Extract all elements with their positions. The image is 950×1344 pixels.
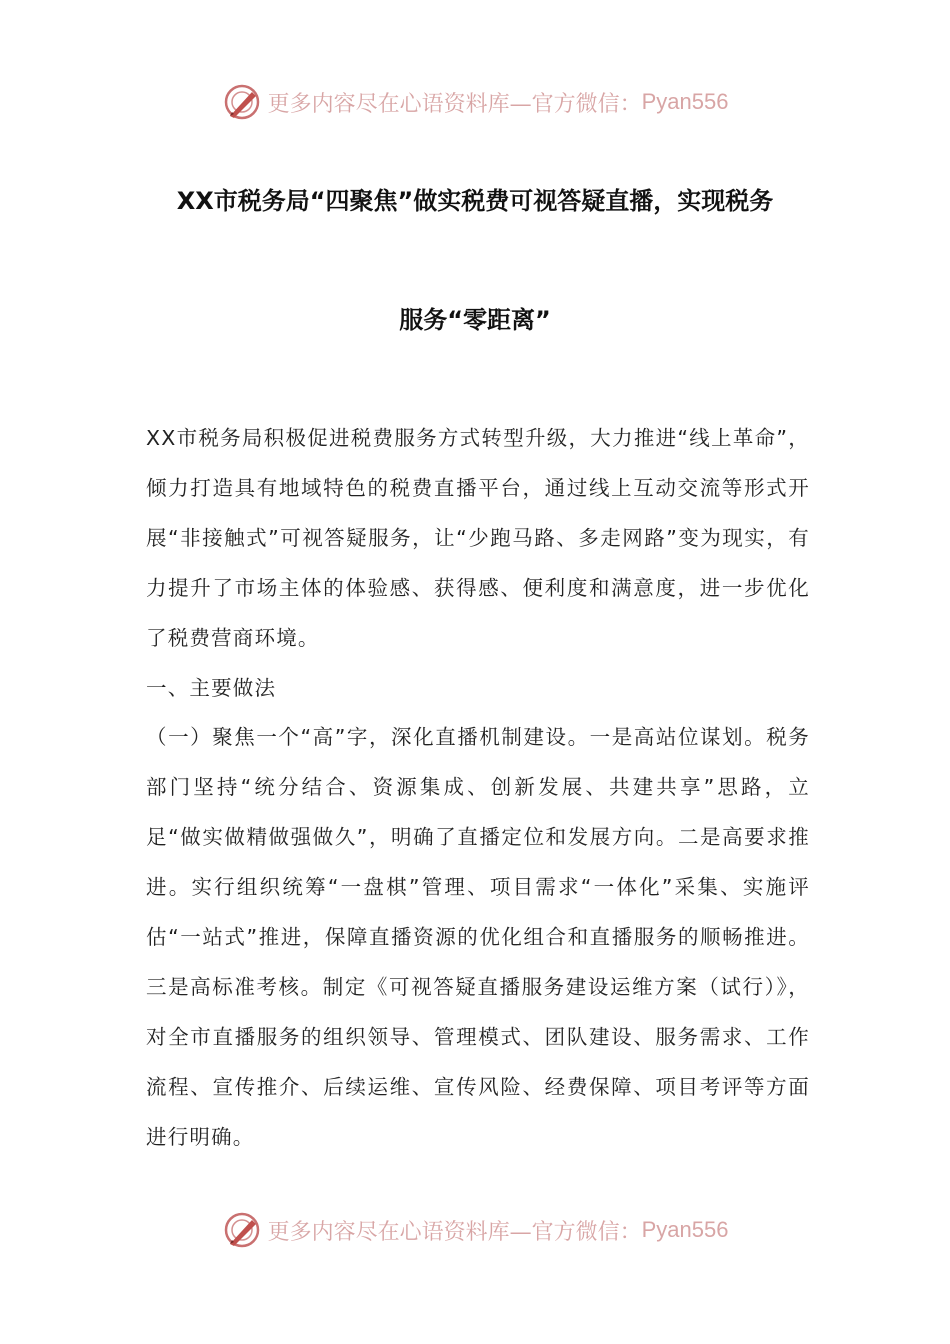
pen-logo-icon: [222, 1210, 262, 1250]
paragraph-intro: XX市税务局积极促进税费服务方式转型升级，大力推进“线上革命”，倾力打造具有地域特色的税费直播平台，通过线上互动交流等形式开展“非接触式”可视答疑服务，让“少跑马路、多走网路”变为现实，有力提升了市场主体的体验感、获得感、便利度和满意度，进一步优化了税费营商环境。: [146, 426, 810, 650]
watermark-text: 更多内容尽在心语资料库—官方微信：: [267, 1219, 642, 1245]
document-title-line-1: XX市税务局“四聚焦”做实税费可视答疑直播，实现税务: [176, 187, 774, 215]
watermark-text: 更多内容尽在心语资料库—官方微信：: [267, 91, 642, 117]
paragraph-section-1: （一）聚焦一个“高”字，深化直播机制建设。一是高站位谋划。税务部门坚持“统分结合、资源集成、创新发展、共建共享”思路，立足“做实做精做强做久”，明确了直播定位和发展方向。二是高要求推进。实行组织统筹“一盘棋”管理、项目需求“一体化”采集、实施评估“一站式”推进，保障直播资源的优化组合和直播服务的顺畅推进。三是高标准考核。制定《可视答疑直播服务建设运维方案（试行）》，对全市直播服务的组织领导、管理模式、团队建设、服务需求、工作流程、宣传推介、后续运维、宣传风险、经费保障、项目考评等方面进行明确。: [146, 725, 810, 1149]
pen-logo-icon: [222, 82, 262, 122]
watermark-banner-top: [0, 80, 950, 124]
watermark-banner-bottom: [0, 1208, 950, 1252]
document-body: [146, 414, 810, 1163]
section-heading: 一、主要做法: [146, 675, 277, 700]
watermark-handle: Pyan556: [641, 89, 729, 114]
watermark-handle: Pyan556: [641, 1217, 729, 1242]
document-title-line-2: 服务“零距离”: [399, 306, 551, 334]
